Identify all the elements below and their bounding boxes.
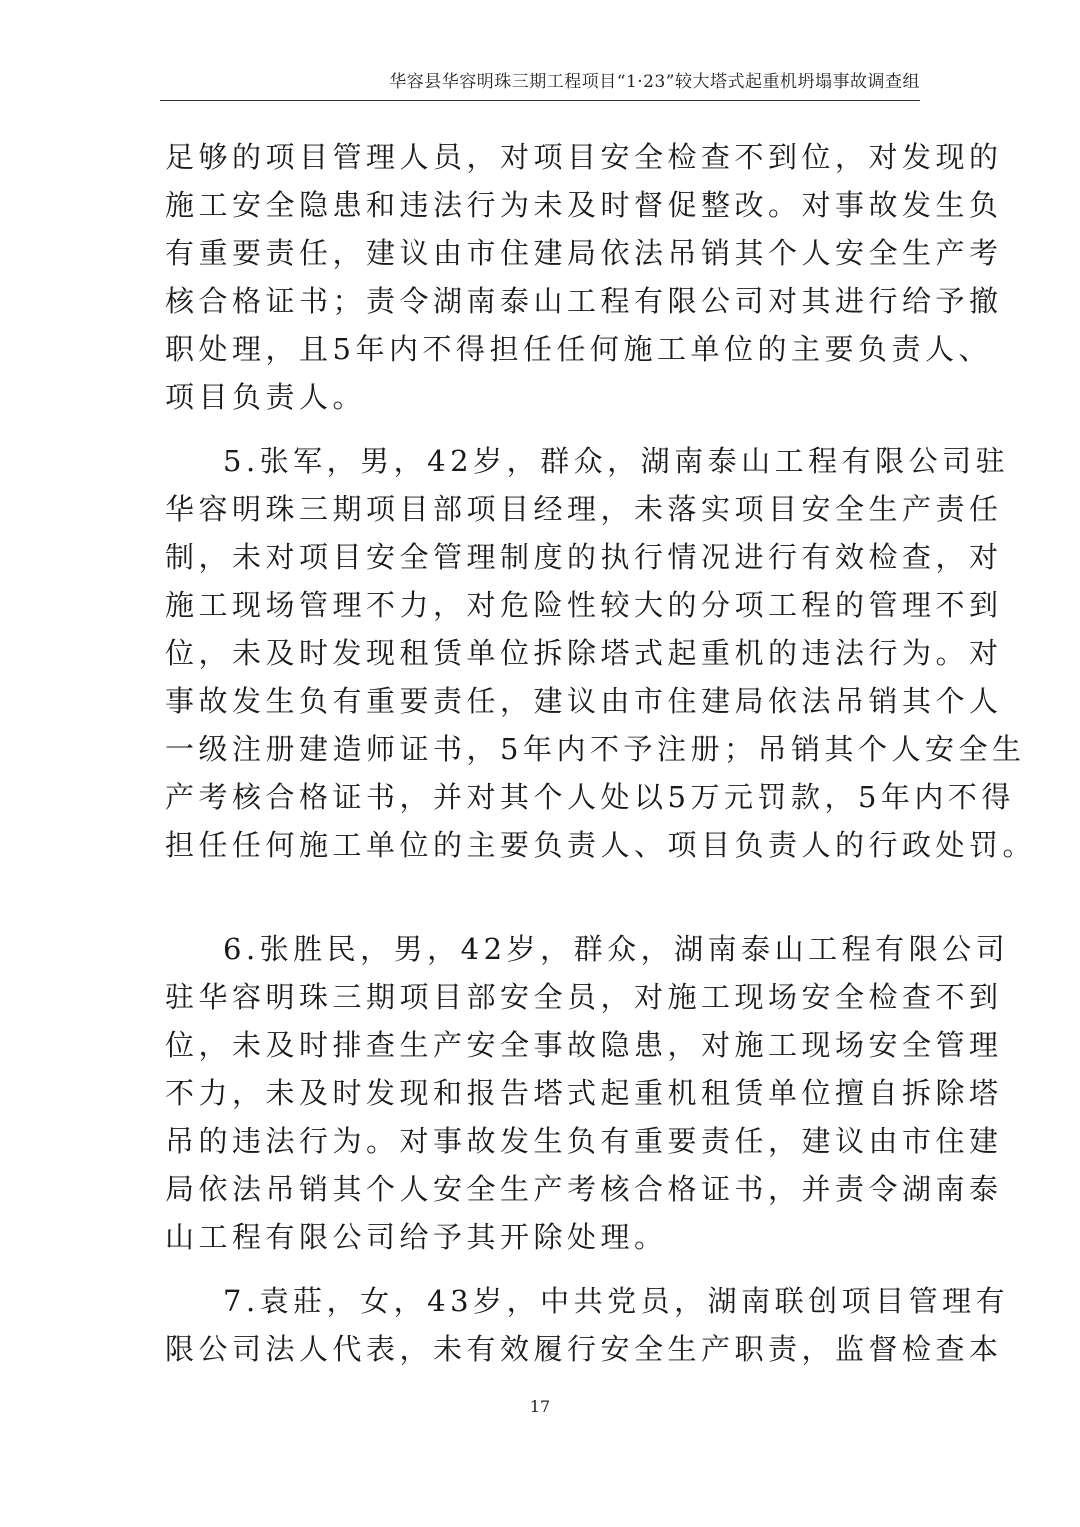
- text-line: 核合格证书；责令湖南泰山工程有限公司对其进行给予撤: [165, 284, 1003, 318]
- page-header: [160, 62, 920, 101]
- text-line: 职处理，且5年内不得担任任何施工单位的主要负责人、: [165, 332, 992, 366]
- text-line: 位，未及时排查生产安全事故隐患，对施工现场安全管理: [165, 1028, 1003, 1062]
- paragraph-item-6: [165, 925, 1010, 1261]
- paragraph-item-7: [165, 1277, 1010, 1373]
- text-line: 一级注册建造师证书，5年内不予注册；吊销其个人安全生: [165, 732, 1026, 766]
- text-line: 山工程有限公司给予其开除处理。: [165, 1220, 668, 1254]
- page-number: 17: [529, 1397, 551, 1416]
- text-line: 7.袁莊，女，43岁，中共党员，湖南联创项目管理有: [223, 1284, 1010, 1318]
- text-line: 6.张胜民，男，42岁，群众，湖南泰山工程有限公司: [223, 932, 1010, 966]
- text-line: 施工安全隐患和违法行为未及时督促整改。对事故发生负: [165, 188, 1003, 222]
- text-line: 项目负责人。: [165, 380, 367, 414]
- text-line: 事故发生负有重要责任，建议由市住建局依法吊销其个人: [165, 684, 1003, 718]
- text-line: 施工现场管理不力，对危险性较大的分项工程的管理不到: [165, 588, 1003, 622]
- text-line: 5.张军，男，42岁，群众，湖南泰山工程有限公司驻: [223, 444, 1010, 478]
- paragraph-continuation: [165, 133, 1003, 421]
- text-line: 制，未对项目安全管理制度的执行情况进行有效检查，对: [165, 540, 1003, 574]
- text-line: 吊的违法行为。对事故发生负有重要责任，建议由市住建: [165, 1124, 1003, 1158]
- text-line: 局依法吊销其个人安全生产考核合格证书，并责令湖南泰: [165, 1172, 1003, 1206]
- text-line: 位，未及时发现租赁单位拆除塔式起重机的违法行为。对: [165, 636, 1003, 670]
- text-line: 不力，未及时发现和报告塔式起重机租赁单位擅自拆除塔: [165, 1076, 1003, 1110]
- paragraph-item-5: [165, 437, 1037, 869]
- header-title: 华容县华容明珠三期工程项目“1·23”较大塔式起重机坍塌事故调查组: [389, 72, 920, 92]
- text-line: 有重要责任，建议由市住建局依法吊销其个人安全生产考: [165, 236, 1003, 270]
- text-line: 华容明珠三期项目部项目经理，未落实项目安全生产责任: [165, 492, 1003, 526]
- text-line: 担任任何施工单位的主要负责人、项目负责人的行政处罚。: [165, 828, 1037, 862]
- text-line: 足够的项目管理人员，对项目安全检查不到位，对发现的: [165, 140, 1003, 174]
- text-line: 限公司法人代表，未有效履行安全生产职责，监督检查本: [165, 1332, 1003, 1366]
- text-line: 驻华容明珠三期项目部安全员，对施工现场安全检查不到: [165, 980, 1003, 1014]
- text-line: 产考核合格证书，并对其个人处以5万元罚款，5年内不得: [165, 780, 1015, 814]
